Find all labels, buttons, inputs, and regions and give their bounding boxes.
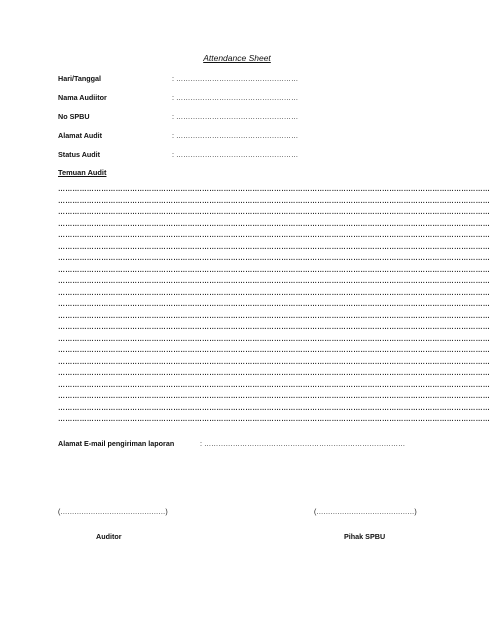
email-value-blank: : ………………………………………………………………………… [200, 439, 406, 448]
field-label: Nama Audiitor [58, 93, 107, 102]
signature-name-pihak-spbu: Pihak SPBU [344, 532, 386, 541]
dotted-line: ……………………………………………………………………………………………………………………………………………………………… [58, 324, 490, 331]
dotted-line: ……………………………………………………………………………………………………………………………………………………………… [58, 312, 490, 320]
field-value-blank: : …………………………………………… [172, 74, 299, 83]
field-value-blank: : …………………………………………… [172, 93, 299, 102]
dotted-line: ……………………………………………………………………………………………………………………………………………………………… [58, 347, 490, 354]
signature-blank-pihak-spbu: (……………………………………) [314, 509, 417, 516]
dotted-line: ……………………………………………………………………………………………………………………………………………………………… [58, 335, 490, 343]
email-label: Alamat E-mail pengiriman laporan [58, 439, 175, 448]
dotted-line: ……………………………………………………………………………………………………………………………………………………………… [58, 278, 490, 285]
dotted-line: ……………………………………………………………………………………………………………………………………………………………… [58, 197, 490, 205]
signature-name-auditor: Auditor [96, 532, 122, 541]
field-value-blank: : …………………………………………… [172, 150, 299, 159]
dotted-line: ……………………………………………………………………………………………………………………………………………………………… [58, 416, 490, 423]
dotted-line: ……………………………………………………………………………………………………………………………………………………………… [58, 393, 490, 400]
field-value-blank: : …………………………………………… [172, 131, 299, 140]
findings-dotted-lines [58, 184, 490, 426]
page-title: Attendance Sheet [203, 53, 271, 63]
field-value-blank: : …………………………………………… [172, 112, 299, 121]
dotted-line: ……………………………………………………………………………………………………………………………………………………………… [58, 370, 490, 377]
field-label: Status Audit [58, 150, 101, 159]
signature-blank-auditor: (………………………………………) [58, 509, 168, 516]
dotted-line: ……………………………………………………………………………………………………………………………………………………………… [58, 255, 490, 262]
dotted-line: ……………………………………………………………………………………………………………………………………………………………… [58, 243, 490, 251]
field-label: Alamat Audit [58, 131, 103, 140]
dotted-line: ……………………………………………………………………………………………………………………………………………………………… [58, 358, 490, 366]
field-label: No SPBU [58, 112, 90, 121]
dotted-line: ……………………………………………………………………………………………………………………………………………………………… [58, 186, 490, 193]
dotted-line: ……………………………………………………………………………………………………………………………………………………………… [58, 220, 490, 228]
field-label: Hari/Tanggal [58, 74, 101, 83]
dotted-line: ……………………………………………………………………………………………………………………………………………………………… [58, 266, 490, 274]
dotted-line: ……………………………………………………………………………………………………………………………………………………………… [58, 404, 490, 412]
dotted-line: ……………………………………………………………………………………………………………………………………………………………… [58, 381, 490, 389]
section-title-temuan-audit: Temuan Audit [58, 168, 107, 177]
dotted-line: ……………………………………………………………………………………………………………………………………………………………… [58, 232, 490, 239]
dotted-line: ……………………………………………………………………………………………………………………………………………………………… [58, 289, 490, 297]
dotted-line: ……………………………………………………………………………………………………………………………………………………………… [58, 209, 490, 216]
dotted-line: ……………………………………………………………………………………………………………………………………………………………… [58, 301, 490, 308]
